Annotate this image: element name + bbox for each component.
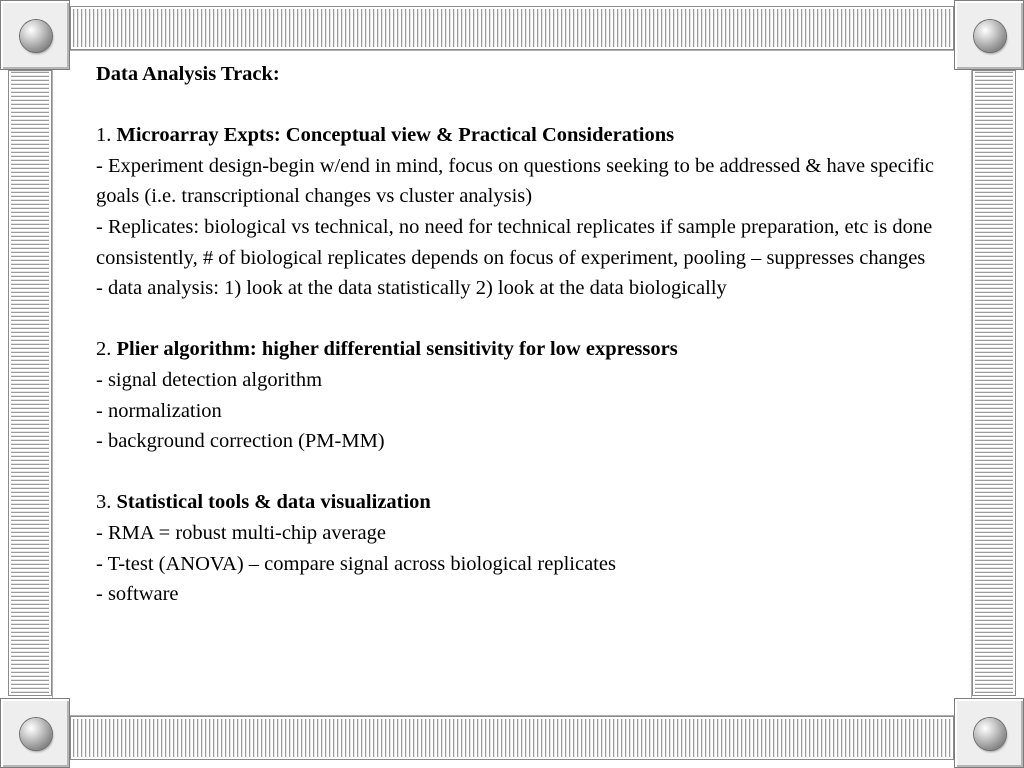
- spacer: [96, 90, 946, 121]
- border-rail-right: [972, 70, 1016, 696]
- bolt-icon: [20, 20, 52, 52]
- bullet-item: - software: [96, 583, 179, 606]
- spacer: [96, 304, 946, 335]
- slide-content: [96, 59, 946, 610]
- section-heading-text: Microarray Expts: Conceptual view & Practical Considerations: [116, 124, 675, 147]
- bullet-item: - Experiment design-begin w/end in mind, focus on questions seeking to be addressed & have specific goals (i.e. transcriptional changes vs cluster analysis): [96, 154, 935, 208]
- corner-top-right: [954, 0, 1024, 70]
- bullet-item: - background correction (PM-MM): [96, 430, 385, 453]
- section-heading: [96, 334, 946, 365]
- border-rail-bottom: [70, 716, 954, 760]
- border-rail-top: [70, 6, 954, 50]
- bullet-item: - T-test (ANOVA) – compare signal across biological replicates: [96, 552, 616, 575]
- bolt-icon: [20, 718, 52, 750]
- section-heading: [96, 487, 946, 518]
- spacer: [96, 457, 946, 488]
- corner-bottom-right: [954, 698, 1024, 768]
- bullet-item: - normalization: [96, 399, 222, 422]
- section-heading: [96, 120, 946, 151]
- section-number: 3.: [96, 491, 112, 514]
- bolt-icon: [974, 20, 1006, 52]
- slide-title: Data Analysis Track:: [96, 63, 280, 85]
- corner-top-left: [0, 0, 70, 70]
- section-number: 1.: [96, 124, 112, 147]
- bolt-icon: [974, 718, 1006, 750]
- bullet-item: - RMA = robust multi-chip average: [96, 521, 386, 544]
- bullet-item: - signal detection algorithm: [96, 368, 323, 391]
- section-heading-text: Statistical tools & data visualization: [116, 491, 431, 514]
- section-number: 2.: [96, 338, 112, 361]
- section-heading-text: Plier algorithm: higher differential sensitivity for low expressors: [116, 338, 678, 361]
- bullet-item: - Replicates: biological vs technical, no need for technical replicates if sample preparation, etc is done consistently, # of biological replicates depends on focus of experiment, pooling – suppresses changes: [96, 215, 933, 269]
- corner-bottom-left: [0, 698, 70, 768]
- border-rail-left: [8, 70, 52, 696]
- bullet-item: - data analysis: 1) look at the data statistically 2) look at the data biologically: [96, 277, 727, 300]
